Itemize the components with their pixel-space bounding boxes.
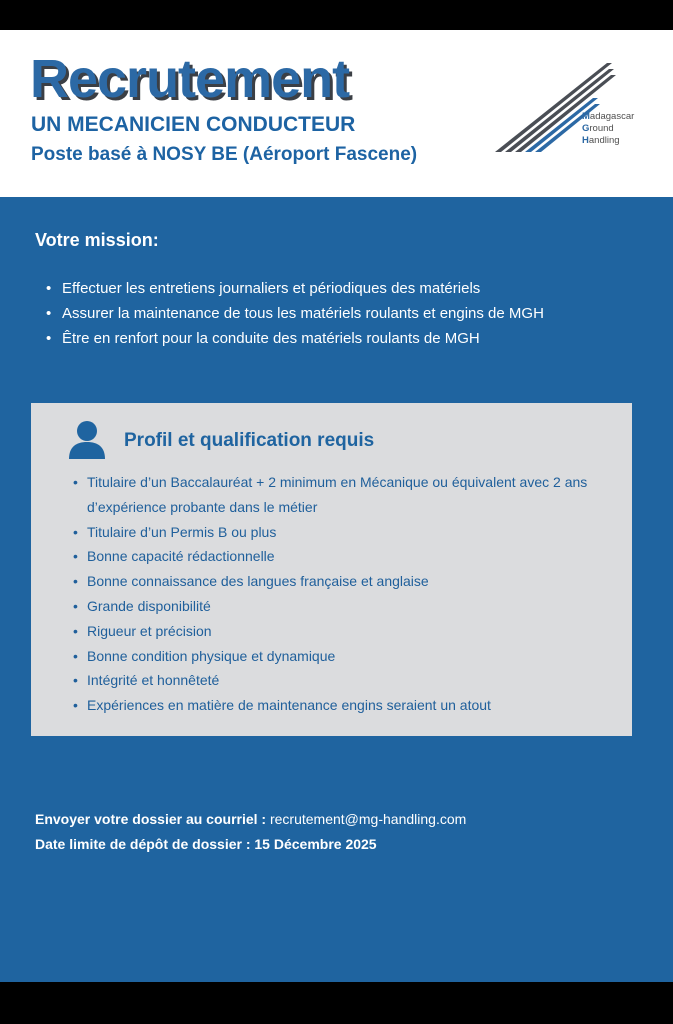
profile-title: Profil et qualification requis — [124, 430, 375, 451]
list-item: • Bonne connaissance des langues française et anglaise — [73, 569, 613, 594]
deadline-line — [35, 832, 466, 857]
logo-text: Madagascar Ground Handling — [582, 111, 635, 146]
list-item: • Assurer la maintenance de tous les matériels roulants et engins de MGH — [46, 301, 544, 326]
list-item: • Intégrité et honnêteté — [73, 668, 613, 693]
list-item: • Être en renfort pour la conduite des matériels roulants de MGH — [46, 326, 544, 351]
email-label: Envoyer votre dossier au courriel : — [35, 811, 267, 827]
list-item: • Effectuer les entretiens journaliers et périodiques des matériels — [46, 276, 544, 301]
list-item: • Titulaire d’un Permis B ou plus — [73, 520, 613, 545]
mission-title: Votre mission: — [35, 230, 159, 250]
job-title: UN MECANICIEN CONDUCTEUR — [31, 113, 356, 136]
list-item: • Expériences en matière de maintenance engins seraient un atout — [73, 693, 613, 718]
list-item: • Titulaire d’un Baccalauréat + 2 minimum en Mécanique ou équivalent avec 2 ans d’expérience probante dans le métier — [73, 470, 613, 520]
header — [0, 30, 673, 197]
list-item: • Bonne capacité rédactionnelle — [73, 544, 613, 569]
profile-list — [73, 470, 613, 718]
mgh-logo — [495, 60, 645, 155]
mission-list — [46, 276, 544, 351]
person-icon — [68, 420, 106, 460]
job-location: Poste basé à NOSY BE (Aéroport Fascene) — [31, 144, 418, 165]
deadline-label: Date limite de dépôt de dossier : — [35, 836, 251, 852]
main-panel — [0, 197, 673, 982]
deadline-date: 15 Décembre 2025 — [254, 836, 377, 852]
list-item: • Bonne condition physique et dynamique — [73, 644, 613, 669]
contact-info — [35, 807, 466, 857]
profile-box — [31, 403, 632, 736]
list-item: • Rigueur et précision — [73, 619, 613, 644]
email-line — [35, 807, 466, 832]
list-item: • Grande disponibilité — [73, 594, 613, 619]
page-title: Recrutement — [30, 49, 350, 109]
email-link[interactable]: recrutement@mg-handling.com — [269, 811, 467, 827]
